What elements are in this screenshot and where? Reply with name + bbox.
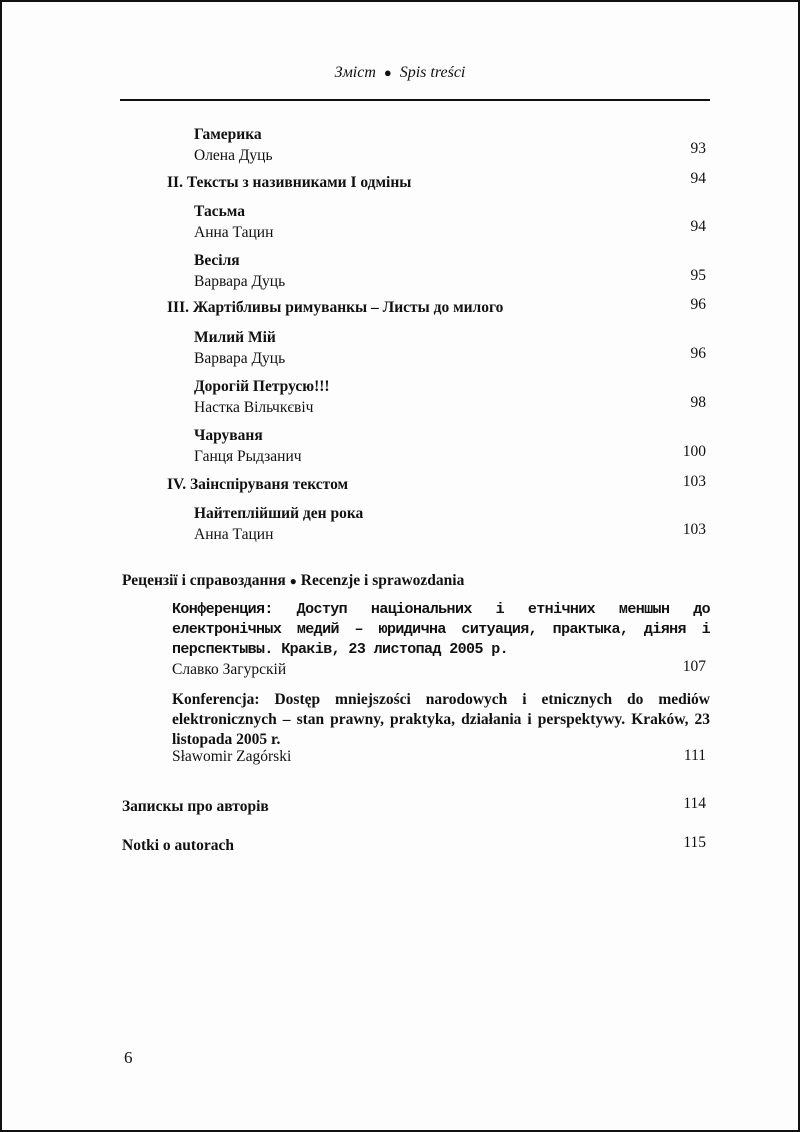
- header-rule: [120, 99, 710, 101]
- toc-title: Найтеплійший ден рока: [194, 505, 364, 522]
- review-title: Konferencja: Dostęp mniejszości narodowych i etnicznych do mediów elektronicznych – stan prawny, praktyka, działania i perspektywy. Kraków, 23 listopada 2005 r.: [172, 691, 710, 748]
- toc-page: 95: [690, 267, 706, 284]
- toc-author: Олена Дуць: [194, 147, 273, 164]
- toc-page: 100: [682, 443, 706, 460]
- bullet-icon: ●: [289, 574, 297, 588]
- toc-section: II. Тексты з називниками I одміны: [167, 174, 412, 191]
- toc-author: Настка Вільчкєвіч: [194, 399, 314, 416]
- toc-page: 103: [682, 473, 706, 490]
- toc-page: 103: [682, 521, 706, 538]
- toc-page: 96: [690, 345, 706, 362]
- toc-author: Анна Тацин: [194, 224, 274, 241]
- toc-entry: Notki o autorach: [122, 837, 234, 854]
- toc-author: Анна Тацин: [194, 526, 274, 543]
- review-author: Славко Загурскій: [172, 661, 287, 678]
- reviews-heading-ukrainian: Рецензії і справоздання: [122, 572, 286, 589]
- toc-page: 98: [690, 394, 706, 411]
- toc-page: 114: [683, 795, 706, 812]
- toc-section: IV. Заінспіруваня текстом: [167, 476, 349, 493]
- review-title: Конференция: Доступ національних і етнічних меншын до електронічных медий – юридична ситуация, практыка, діяня і перспектывы. Краків, 23 листопад 2005 р.: [172, 601, 710, 658]
- toc-author: Ганця Рыдзанич: [194, 448, 302, 465]
- toc-title: Тасьма: [194, 203, 245, 220]
- toc-page: 94: [690, 170, 706, 187]
- page-number: 6: [124, 1048, 133, 1067]
- toc-title: Весіля: [194, 252, 240, 269]
- review-page: 107: [682, 658, 706, 675]
- toc-page: 94: [690, 218, 706, 235]
- header-polish: Spis treści: [399, 64, 466, 81]
- review-author: Sławomir Zagórski: [172, 748, 292, 765]
- toc-title: Дорогій Петрусю!!!: [194, 378, 330, 395]
- toc-title: Гамерика: [194, 126, 262, 143]
- toc-author: Варвара Дуць: [194, 350, 286, 367]
- toc-author: Варвара Дуць: [194, 273, 286, 290]
- toc-section: III. Жартібливы римуванкы – Листы до милого: [167, 299, 504, 316]
- running-header: [2, 64, 798, 82]
- toc-title: Милий Мій: [194, 329, 276, 346]
- toc-title: Чаруваня: [194, 427, 263, 444]
- reviews-heading: [122, 572, 464, 590]
- reviews-heading-polish: Recenzje i sprawozdania: [300, 572, 465, 589]
- toc-page: 115: [683, 834, 706, 851]
- toc-entry: Запискы про авторів: [122, 798, 269, 815]
- toc-page: 93: [690, 140, 706, 157]
- toc-page: 96: [690, 296, 706, 313]
- review-page: 111: [683, 747, 706, 764]
- bullet-icon: ●: [383, 65, 392, 80]
- header-ukrainian: Зміст: [334, 64, 376, 81]
